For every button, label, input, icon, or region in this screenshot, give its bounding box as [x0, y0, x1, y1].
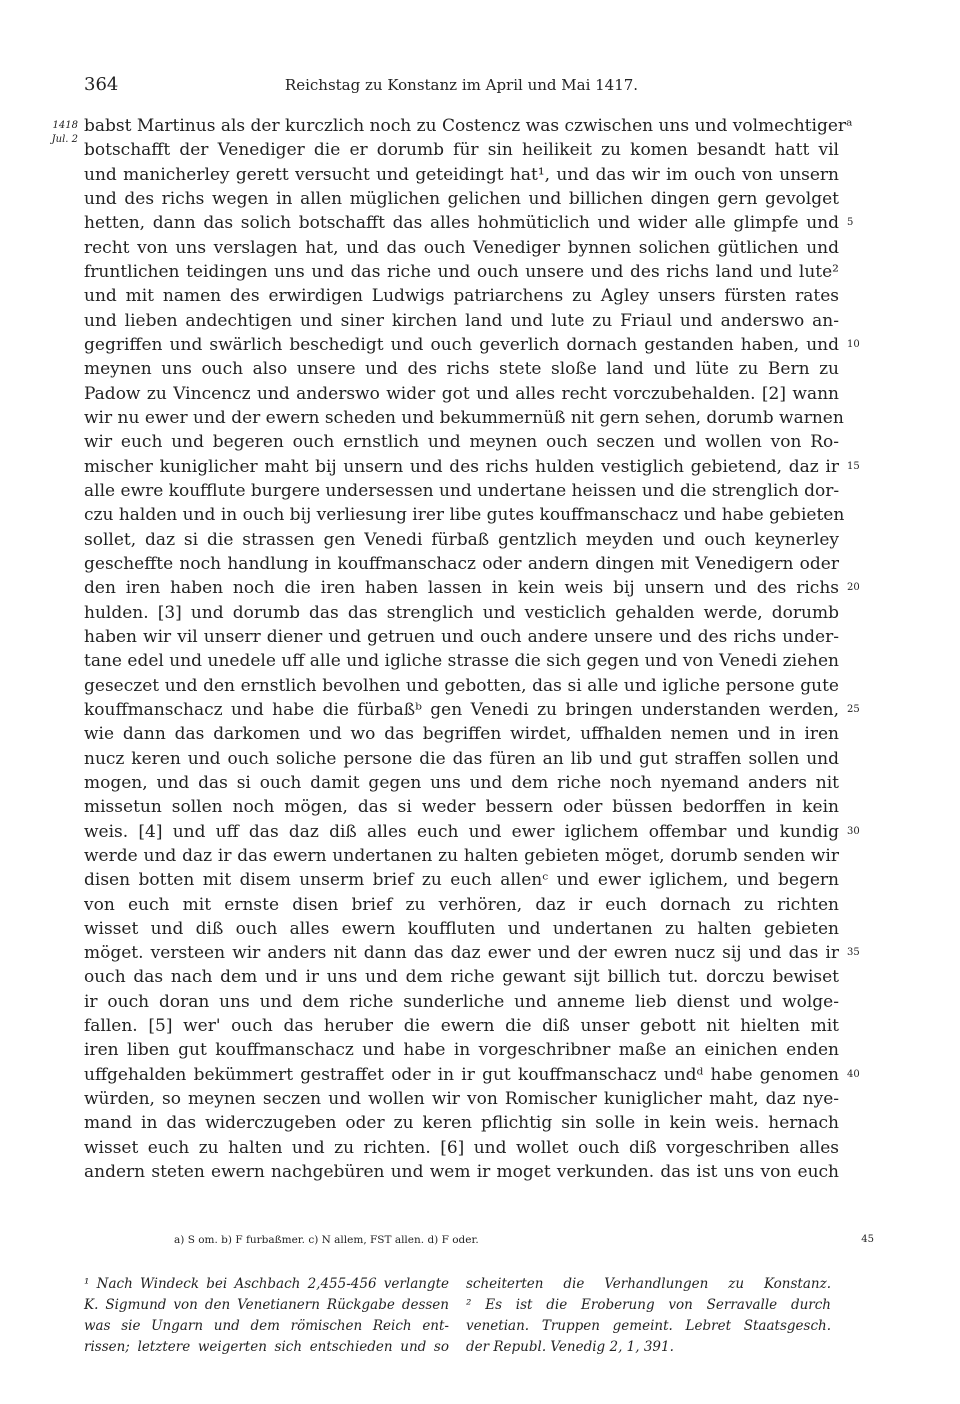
- text-line: [84, 990, 839, 1014]
- text-line: [84, 406, 844, 430]
- text-line: [84, 138, 839, 162]
- text-line-content: uffgehalden bekümmert gestraffet oder in ir gut kouffmanschacz undᵈ habe genomen: [84, 1064, 839, 1085]
- text-line-content: den iren haben noch die iren haben lassen in kein weis bij unsern und des richs: [84, 578, 839, 599]
- text-line: [84, 114, 853, 138]
- text-line: [84, 455, 860, 479]
- text-line-content: und manicherley gerett versucht und geteidingt hat¹, und das wir im ouch von unsern: [84, 164, 839, 185]
- footnote-line: der Republ. Venedig 2, 1, 391.: [466, 1339, 674, 1355]
- text-line: [84, 795, 839, 819]
- text-line-content: czu halden und in ouch bij verliesung irer libe gutes kouffmanschacz und habe gebieten: [84, 505, 845, 526]
- text-line: [84, 552, 839, 576]
- text-line: [84, 1160, 839, 1184]
- text-line: [84, 503, 845, 527]
- text-line: [84, 576, 860, 600]
- text-line-content: und mit namen des erwirdigen Ludwigs patriarchens zu Agley unsers fürsten rates: [84, 286, 839, 307]
- text-line-content: babst Martinus als der kurczlich noch zu Costencz was czwischen uns und volmechtigerᵃ: [84, 116, 853, 136]
- text-line-content: wie dann das darkomen und wo das begriffen wirdet, uffhalden nemen und in iren: [84, 724, 839, 745]
- text-line-content: mogen, und das si ouch damit gegen uns und dem riche noch nyemand anders nit: [84, 772, 839, 793]
- text-line: [84, 747, 839, 771]
- text-line-content: botschafft der Venediger die er dorumb für sin heilikeit zu komen besandt hatt vil: [84, 140, 839, 161]
- text-line: [84, 284, 839, 308]
- footnotes-right-column: [466, 1274, 831, 1358]
- text-line: [84, 1038, 839, 1062]
- text-line-content: werde und daz ir das ewern undertanen zu halten gebieten möget, dorumb senden wir: [84, 845, 839, 866]
- text-line-content: würden, so meynen seczen und wollen wir von Romischer kuniglicher maht, daz nye-: [84, 1089, 839, 1110]
- text-line: [84, 625, 839, 649]
- text-line: [84, 260, 839, 284]
- textual-variants: [84, 1232, 874, 1252]
- text-line: [84, 357, 839, 381]
- text-line-content: geseczet und den ernstlich bevolhen und gebotten, das si alle und igliche persone gute: [84, 675, 839, 696]
- text-line-content: möget. versteen wir anders nit dann das daz ewer und der ewren nucz sij und das ir: [84, 943, 839, 964]
- text-line: [84, 820, 860, 844]
- text-line: [84, 941, 860, 965]
- text-line-content: gegriffen und swärlich beschedigt und ouch geverlich dornach gestanden haben, und: [84, 334, 839, 355]
- text-line-content: iren liben gut kouffmanschacz und habe in vorgeschribner maße an einichen enden: [84, 1040, 839, 1061]
- text-line-content: alle ewre koufflute burgere undersessen und undertane heissen und die strenglich dor-: [84, 480, 840, 501]
- text-line-content: andern steten ewern nachgebüren und wem ir moget verkunden. das ist uns von euch: [84, 1162, 839, 1183]
- text-line: [84, 236, 839, 260]
- text-line-content: wir nu ewer und der ewern scheden und bekummernüß nit gern sehen, dorumb warnen: [84, 407, 844, 428]
- footnote-line: K. Sigmund von den Venetianern Rückgabe dessen: [84, 1297, 449, 1313]
- text-line: [84, 1111, 839, 1135]
- text-line-content: hetten, dann das solich botschafft das alles hohmüticlich und wider alle glimpfe und: [84, 213, 839, 234]
- text-line: [84, 917, 839, 941]
- text-line: [84, 430, 839, 454]
- text-line: [84, 674, 839, 698]
- text-line-content: disen botten mit disem unserm brief zu euch allenᶜ und ewer iglichem, und begern: [84, 870, 839, 891]
- text-line-content: ouch das nach dem und ir uns und dem riche gewant sijt billich tut. dorczu bewiset: [84, 967, 839, 988]
- text-line: [84, 528, 839, 552]
- text-line-content: tane edel und unedele uff alle und igliche strasse die sich gegen und von Venedi ziehen: [84, 651, 839, 672]
- main-text: [84, 114, 860, 1184]
- text-line: [84, 1063, 860, 1087]
- text-line-content: kouffmanschacz und habe die fürbaßᵇ gen Venedi zu bringen understanden werden,: [84, 699, 839, 720]
- text-line: [84, 649, 839, 673]
- text-line: [84, 601, 839, 625]
- text-line: [84, 698, 860, 722]
- text-line: [84, 965, 839, 989]
- text-line-content: Padow zu Vincencz und anderswo wider got und alles recht vorczubehalden. [2] wann: [84, 383, 839, 404]
- text-line: [84, 333, 860, 357]
- text-line-content: wir euch und begeren ouch ernstlich und meynen ouch seczen und wollen von Ro-: [84, 432, 839, 453]
- text-line-content: ir ouch doran uns und dem riche sunderliche und anneme lieb dienst und wolge-: [84, 991, 839, 1012]
- text-line: [84, 211, 854, 235]
- text-line-content: von euch mit ernste disen brief zu verhören, daz ir euch dornach zu richten: [84, 894, 839, 915]
- line-number: 15: [847, 460, 860, 472]
- text-line-content: gescheffte noch handlung in kouffmanschacz oder andern dingen mit Venedigern oder: [84, 553, 839, 574]
- text-line: [84, 844, 839, 868]
- footnote-line: scheiterten die Verhandlungen zu Konstanz.: [466, 1276, 831, 1292]
- text-line-content: und lieben andechtigen und siner kirchen land und lute zu Friaul und anderswo an-: [84, 310, 839, 331]
- footnote-line: was sie Ungarn und dem römischen Reich ent-: [84, 1318, 449, 1334]
- text-line: [84, 382, 839, 406]
- text-line-content: recht von uns verslagen hat, und das ouch Venediger bynnen solichen gütlichen und: [84, 237, 839, 258]
- text-line: [84, 893, 839, 917]
- text-line: [84, 479, 839, 503]
- text-line-content: mischer kuniglicher maht bij unsern und des richs hulden vestiglich gebietend, daz ir: [84, 456, 839, 477]
- text-line: [84, 1136, 839, 1160]
- line-number: 30: [847, 825, 860, 837]
- running-title: Reichstag zu Konstanz im April und Mai 1417.: [284, 76, 639, 94]
- text-line: [84, 1087, 839, 1111]
- text-line: [84, 868, 839, 892]
- page-number: 364: [84, 74, 119, 95]
- footnotes-left-column: [84, 1274, 449, 1358]
- line-number: 20: [847, 582, 860, 594]
- text-line: [84, 163, 839, 187]
- footnote-line: rissen; letztere weigerten sich entschieden und so: [84, 1339, 449, 1355]
- text-line: [84, 309, 839, 333]
- footnote-line: venetian. Truppen gemeint. Lebret Staatsgesch.: [466, 1318, 831, 1334]
- line-number: 35: [847, 947, 860, 959]
- text-line-content: hulden. [3] und dorumb das das strenglich und vesticlich gehalden werde, dorumb: [84, 602, 839, 623]
- footnote-line: ¹ Nach Windeck bei Aschbach 2,455-456 verlangte: [84, 1276, 449, 1292]
- text-line: [84, 722, 839, 746]
- text-line-content: fruntlichen teidingen uns und das riche und ouch unsere und des richs land und lute²: [84, 261, 839, 282]
- variants-line-number: 45: [861, 1234, 874, 1245]
- text-line-content: sollet, daz si die strassen gen Venedi fürbaß gentzlich meyden und ouch keynerley: [84, 529, 839, 550]
- variants-text: a) S om. b) F furbaßmer. c) N allem, FST allen. d) F oder.: [174, 1234, 479, 1246]
- line-number: 40: [847, 1068, 860, 1080]
- text-line: [84, 1014, 839, 1038]
- page-header: [84, 74, 839, 102]
- text-line-content: und des richs wegen in allen müglichen gelichen und billichen dingen gern gevolget: [84, 188, 839, 209]
- text-line: [84, 187, 839, 211]
- text-line-content: weis. [4] und uff das daz diß alles euch und ewer iglichem offembar und kundig: [84, 821, 839, 842]
- line-number: 25: [847, 703, 860, 715]
- text-line-content: meynen uns ouch also unsere und des richs stete sloße land und lüte zu Bern zu: [84, 359, 839, 380]
- line-number: 10: [847, 338, 860, 350]
- text-line-content: missetun sollen noch mögen, das si weder bessern oder büssen bedorffen in kein: [84, 797, 839, 818]
- line-number: 5: [847, 217, 854, 229]
- text-line-content: mand in das widerczugeben oder zu keren pflichtig sin solle in kein weis. hernach: [84, 1113, 839, 1134]
- text-line-content: wisset euch zu halten und zu richten. [6] und wollet ouch diß vorgeschriben alles: [84, 1137, 839, 1158]
- text-line-content: wisset und diß ouch alles ewern kouffluten und undertanen zu halten gebieten: [84, 918, 839, 939]
- margin-date-day: Jul. 2: [51, 134, 78, 145]
- text-line-content: nucz keren und ouch soliche persone die das füren an lib und gut straffen sollen und: [84, 748, 839, 769]
- text-line-content: haben wir vil unserr diener und getruen und ouch andere unsere und des richs under-: [84, 626, 839, 647]
- text-line-content: fallen. [5] wer' ouch das heruber die ewern die diß unser gebott nit hielten mit: [84, 1016, 839, 1037]
- text-line: [84, 771, 839, 795]
- footnote-line: ² Es ist die Eroberung von Serravalle durch: [466, 1297, 831, 1313]
- margin-date-year: 1418: [52, 120, 78, 131]
